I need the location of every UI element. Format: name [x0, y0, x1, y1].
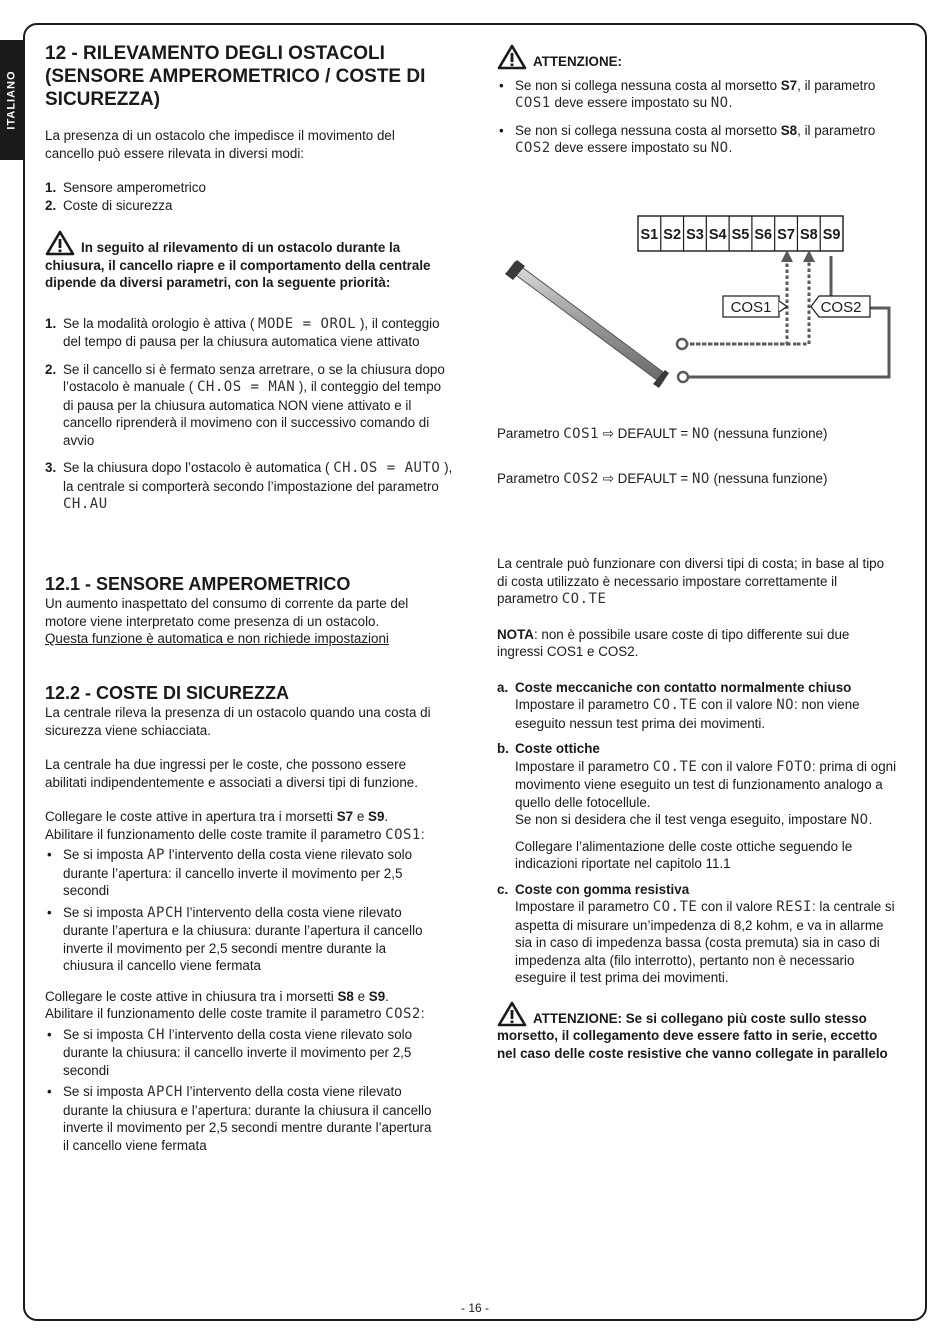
opening-options-list [45, 846, 440, 975]
section-12-2-p1: La centrale rileva la presenza di un ostacolo quando una costa di sicurezza viene schiacciata. [45, 705, 431, 738]
attention-box [497, 44, 902, 162]
connector-dot [678, 372, 688, 382]
list-item: 2. Se il cancello si è fermato senza arretrare, o se la chiusura dopo l’ostacolo è manuale ( CH.OS = MAN ), il conteggio del tempo di pausa per la chiusura automatica NON viene attivato e il cancello riprenderà il movimeno con il successivo comando di avvio [45, 361, 445, 448]
param-cos1-default: Parametro COS1 ⇨ DEFAULT = NO (nessuna funzione) [497, 426, 828, 442]
list-item: • Se si imposta APCH l’intervento della costa viene rilevato durante l’apertura e la chiusura: durante l’apertura il cancello inverte il movimento per 2,5 secondi mentre durante la chiusura il cancello viene fermata [45, 904, 440, 975]
arrow-right-icon: ⇨ [602, 470, 614, 486]
priority-list [45, 315, 455, 514]
connector-dot [677, 339, 687, 349]
edge-types-intro: La centrale può funzionare con diversi tipi di costa; in base al tipo di costa utilizzato è necessario impostare correttamente il parametro CO.TE [497, 556, 885, 607]
cos1-label-box [723, 296, 787, 317]
param-cos2-default: Parametro COS2 ⇨ DEFAULT = NO (nessuna funzione) [497, 470, 828, 487]
section-12-title: 12 - RILEVAMENTO DEGLI OSTACOLI (SENSORE AMPEROMETRICO / COSTE DI SICUREZZA) [45, 43, 426, 110]
terminal-s5: S5 [731, 227, 750, 243]
arrow-right-icon: ⇨ [602, 426, 614, 441]
cos2-label: COS2 [820, 299, 862, 316]
list-item: 1. Sensore amperometrico [45, 180, 206, 195]
cos2-label-box [811, 296, 870, 317]
terminal-s4: S4 [708, 227, 727, 243]
section-12-2 [45, 682, 455, 1158]
terminal-block [638, 216, 843, 251]
section-12-intro: La presenza di un ostacolo che impedisce il movimento del cancello può essere rilevata in diversi modi: [45, 128, 395, 161]
list-item: 1. Se la modalità orologio è attiva ( MODE = OROL ), il conteggio del tempo di pausa per la chiusura automatica viene attivato [45, 315, 440, 349]
warning-icon [497, 44, 527, 70]
terminal-s7: S7 [777, 227, 795, 243]
section-12-1-note: Questa funzione è automatica e non richiede impostazioni [45, 631, 389, 646]
section-12-1 [45, 573, 455, 648]
closing-options-list [45, 1026, 440, 1155]
terminal-s8: S8 [799, 227, 818, 243]
list-item: 2. Coste di sicurezza [45, 197, 173, 213]
list-item: • Se non si collega nessuna costa al morsetto S7, il parametro COS1 deve essere impostato su NO. [497, 77, 892, 113]
section-12 [45, 42, 455, 514]
terminal-s2: S2 [663, 227, 682, 243]
edge-types-list [497, 679, 899, 987]
terminal-s9: S9 [822, 227, 841, 243]
terminal-s1: S1 [640, 227, 659, 243]
section-12-1-body: Un aumento inaspettato del consumo di corrente da parte del motore viene interpretato come presenza di un ostacolo. [45, 596, 409, 629]
list-item: 3. Se la chiusura dopo l’ostacolo è automatica ( CH.OS = AUTO ), la centrale si comporterà secondo l’impostazione del parametro CH.AU [45, 460, 453, 512]
cos1-label: COS1 [730, 299, 772, 316]
list-item: • Se si imposta APCH l’intervento della costa viene rilevato durante la chiusura e l’apertura: durante la chiusura il cancello inverte il movimento per 2,5 secondi mentre durante l’apertura il cancello viene fermata [45, 1083, 440, 1154]
methods-list [45, 179, 455, 214]
opening-edges-text: Collegare le coste attive in apertura tra i morsetti S7 e S9. Abilitare il funzionamento delle coste tramite il parametro COS1: [45, 809, 425, 843]
param-defaults [497, 425, 902, 488]
edge-types [497, 555, 902, 1062]
attention-title: ATTENZIONE: [497, 44, 902, 71]
section-12-2-p2: La centrale ha due ingressi per le coste, che possono essere abilitati indipendentemente e associati a diversi tipi di funzione. [45, 757, 418, 790]
section-12-1-title: 12.1 - SENSORE AMPEROMETRICO [45, 574, 351, 594]
warning-icon [497, 1001, 527, 1027]
list-item: c. Coste con gomma resistiva Impostare il parametro CO.TE con il valore RESI: la centrale si aspetta di misurare un’impedenza di 8,2 kohm, e va in allarme sia in caso di impedenza bassa (costa premuta) sia in caso di impedenza alta (filo interrotto), pertanto non è necessario eseguire il test prima dei movimenti. [497, 881, 895, 985]
priority-warning: In seguito al rilevamento di un ostacolo durante la chiusura, il cancello riapre e il comportamento della centrale dipende da diversi parametri, con la seguente priorità: [45, 230, 455, 292]
terminal-s6: S6 [754, 227, 773, 243]
warning-icon [45, 230, 75, 256]
list-item: • Se non si collega nessuna costa al morsetto S8, il parametro COS2 deve essere impostato su NO. [497, 122, 892, 158]
page-number: - 16 - [460, 1301, 489, 1315]
terminal-s3: S3 [686, 227, 704, 243]
list-item: • Se si imposta CH l’intervento della costa viene rilevato solo durante la chiusura: il cancello inverte il movimento per 2,5 secondi [45, 1026, 440, 1080]
language-label: ITALIANO [4, 70, 17, 130]
safety-edge-icon [505, 260, 669, 388]
list-item: b. Coste ottiche Impostare il parametro CO.TE con il valore FOTO: prima di ogni movimento viene eseguito un test di funzionamento analogo a quello delle fotocellule. Se non si desidera che il test venga eseguito, impostare NO. Collegare l’alimentazione delle coste ottiche seguendo le indicazioni riportate nel capitolo 11.1 [497, 741, 897, 871]
closing-edges-text: Collegare le coste attive in chiusura tra i morsetti S8 e S9. Abilitare il funzionamento delle coste tramite il parametro COS2: [45, 988, 425, 1022]
language-tab [0, 40, 23, 160]
attention-list [497, 77, 892, 158]
list-item: a. Coste meccaniche con contatto normalmente chiuso Impostare il parametro CO.TE con il valore NO: non viene eseguito nessun test prima dei movimenti. [497, 679, 860, 731]
series-warning: ATTENZIONE: Se si collegano più coste sullo stesso morsetto, il collegamento deve essere fatto in serie, eccetto nel caso delle coste resistive che vanno collegate in parallelo [497, 1001, 899, 1063]
list-item: • Se si imposta AP l’intervento della costa viene rilevato solo durante l’apertura: il cancello inverte il movimento per 2,5 secondi [45, 846, 440, 900]
wiring-diagram [497, 210, 902, 395]
nota: NOTA: non è possibile usare coste di tipo differente sui due ingressi COS1 e COS2. [497, 626, 850, 659]
section-12-2-title: 12.2 - COSTE DI SICUREZZA [45, 683, 290, 703]
